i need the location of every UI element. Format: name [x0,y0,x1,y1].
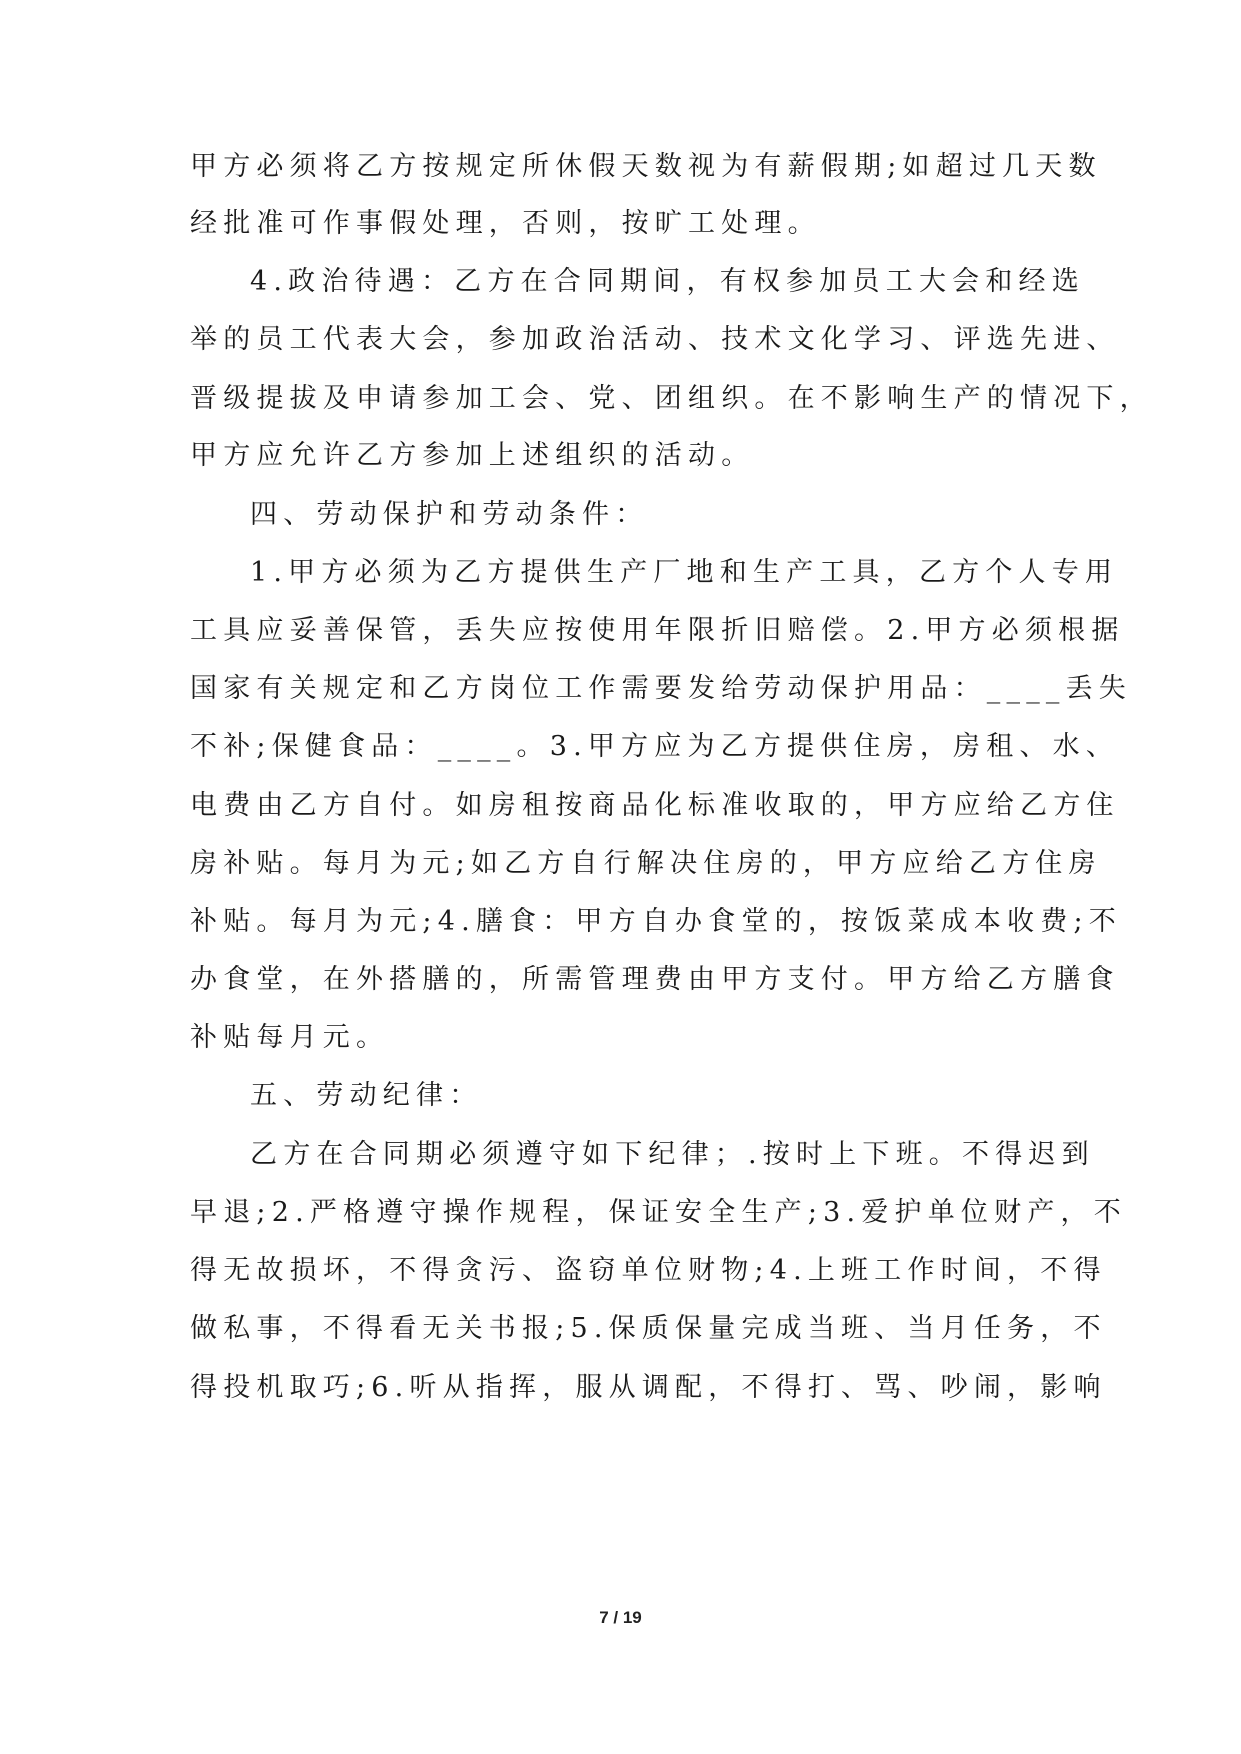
text-line: 房补贴。每月为元;如乙方自行解决住房的，甲方应给乙方住房 [190,848,1102,879]
text-line: 举的员工代表大会，参加政治活动、技术文化学习、评选先进、 [190,324,1120,355]
text-line: 补贴每月元。 [190,1022,390,1053]
section-heading: 五、劳动纪律： [250,1080,483,1111]
text-line: 得投机取巧;6.听从指挥，服从调配，不得打、骂、吵闹，影响 [190,1372,1107,1403]
text-line: 工具应妥善保管，丢失应按使用年限折旧赔偿。2.甲方必须根据 [190,615,1125,646]
text-line: 电费由乙方自付。如房租按商品化标准收取的，甲方应给乙方住 [190,790,1120,821]
text-line: 甲方必须将乙方按规定所休假天数视为有薪假期;如超过几天数 [190,151,1102,182]
text-line: 不补;保健食品：____。3.甲方应为乙方提供住房，房租、水、 [190,731,1120,762]
text-line: 得无故损坏，不得贪污、盗窃单位财物;4.上班工作时间，不得 [190,1255,1107,1286]
page-number: 7 / 19 [599,1608,642,1627]
text-line: 乙方在合同期必须遵守如下纪律；.按时上下班。不得迟到 [250,1139,1095,1170]
text-line: 经批准可作事假处理，否则，按旷工处理。 [190,208,821,239]
text-line: 补贴。每月为元;4.膳食：甲方自办食堂的，按饭菜成本收费;不 [190,906,1122,937]
text-line: 晋级提拔及申请参加工会、党、团组织。在不影响生产的情况下， [190,383,1153,414]
text-line: 早退;2.严格遵守操作规程，保证安全生产;3.爱护单位财产，不 [190,1197,1127,1228]
text-line: 1.甲方必须为乙方提供生产厂地和生产工具，乙方个人专用 [250,557,1119,588]
text-line: 做私事，不得看无关书报;5.保质保量完成当班、当月任务，不 [190,1313,1107,1344]
text-line: 国家有关规定和乙方岗位工作需要发给劳动保护用品：____丢失 [190,673,1132,704]
text-line: 甲方应允许乙方参加上述组织的活动。 [190,440,755,471]
text-line: 办食堂，在外搭膳的，所需管理费由甲方支付。甲方给乙方膳食 [190,964,1120,995]
text-line: 4.政治待遇：乙方在合同期间，有权参加员工大会和经选 [250,266,1085,297]
section-heading: 四、劳动保护和劳动条件： [250,499,649,530]
